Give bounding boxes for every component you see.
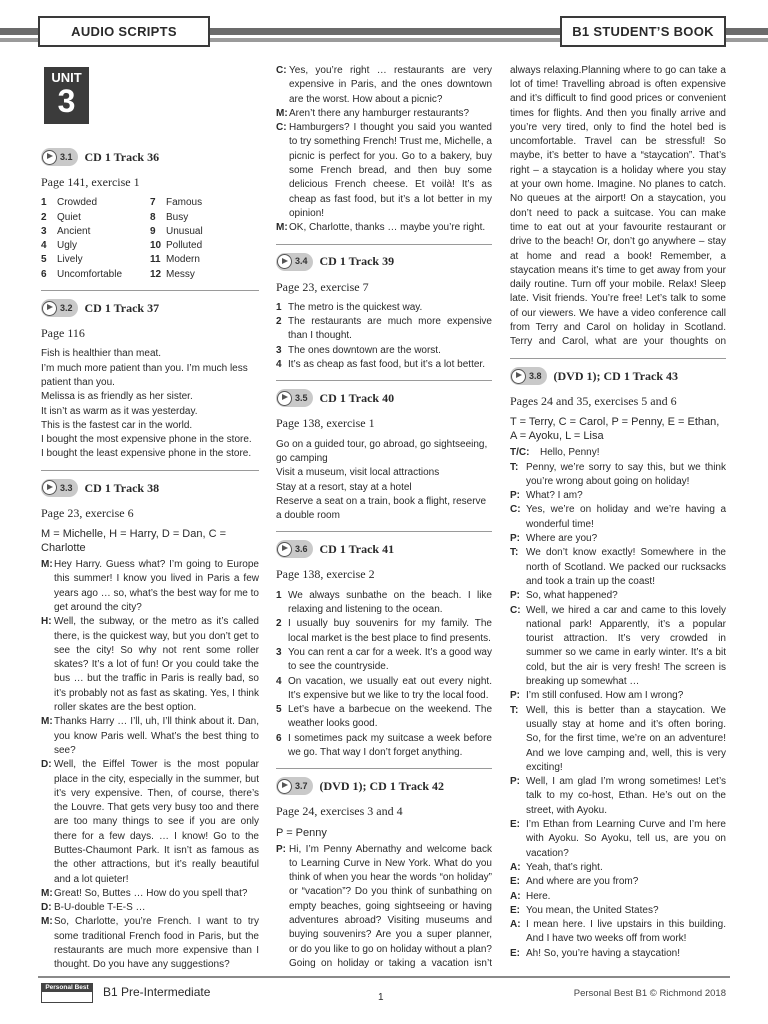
line-text: Hey Harry. Guess what? I’m going to Europe this summer! I know you lived in Paris a few years ago … so, what’s the best way for me to get around the city?	[54, 559, 259, 613]
monologue-continued	[510, 64, 726, 350]
footer-copyright: Personal Best B1 © Richmond 2018	[573, 988, 726, 999]
line-text: What? I am?	[526, 490, 583, 502]
word-item	[41, 225, 150, 239]
dialogue-line	[510, 875, 726, 889]
list-item	[276, 358, 492, 372]
monologue	[276, 843, 492, 972]
item-number: 4	[41, 240, 47, 252]
line-text: So, Charlotte, you’re French. I want to try some traditional French food in Paris, but the restaurants are much more expensive than I thought. Do you have any suggestions?	[54, 916, 259, 971]
numbered-list	[276, 301, 492, 372]
track-heading	[276, 387, 492, 409]
item-text: I usually buy souvenirs for my family. The local market is the best place to find presents.	[288, 618, 492, 644]
line-text: Well, the Eiffel Tower is the most popular place in the city, especially in the summer, but it’s very expensive. Then, of course, there’s the Louvre. That gets very busy too and there are too many things to see if you are only there for a few days. … I know! Go to the Buttes-Chaumont Park. It isn’t as famous as the other attractions, but it’s really beautiful and a lot quieter!	[54, 759, 259, 885]
speaker-label: P:	[276, 843, 286, 855]
numbered-list	[276, 589, 492, 761]
line-text: Well, I am glad I’m wrong sometimes! Let’s talk to my co-host, Ethan. He’s out on the street, with Ayoku.	[526, 776, 726, 816]
speaker-label: D:	[41, 902, 52, 914]
section-3-8	[510, 365, 726, 961]
speaker-label: P:	[510, 533, 520, 545]
audio-badge[interactable]: 3.5	[276, 389, 313, 407]
line-text: Ah! So, you’re having a staycation!	[526, 947, 680, 959]
line-text: Penny, we’re sorry to say this, but we think you’re wrong about going on holiday!	[526, 461, 726, 487]
track-title: (DVD 1); CD 1 Track 43	[553, 368, 679, 383]
dialogue-line	[41, 558, 259, 615]
item-number: 11	[150, 254, 161, 266]
list-item	[276, 675, 492, 704]
dialogue	[510, 446, 726, 961]
exercise-ref: Page 23, exercise 7	[276, 279, 369, 294]
play-icon	[277, 391, 292, 406]
speaker-label: C:	[276, 122, 287, 134]
play-icon	[42, 480, 57, 495]
personal-best-logo: Personal Best	[41, 983, 93, 1003]
unit-label: UNIT	[51, 70, 82, 85]
section-3-6	[276, 538, 492, 760]
dialogue-line	[510, 446, 726, 460]
divider	[41, 290, 259, 291]
item-number: 5	[276, 704, 282, 716]
line-text: OK, Charlotte, thanks … maybe you’re right.	[289, 222, 486, 234]
speaker-label: D:	[41, 759, 52, 771]
item-word: Modern	[166, 254, 200, 266]
item-text: It’s as cheap as fast food, but it’s a lot better.	[288, 359, 485, 371]
track-heading	[41, 146, 259, 168]
item-number: 12	[150, 268, 162, 280]
speaker-label: A:	[510, 861, 521, 873]
column-2	[276, 64, 492, 972]
exercise-ref: Page 138, exercise 2	[276, 567, 375, 582]
text-line: I bought the least expensive phone in the store.	[41, 448, 252, 460]
dialogue-line	[276, 121, 492, 221]
item-number: 3	[276, 344, 282, 356]
section-3-2	[41, 297, 259, 462]
item-number: 8	[150, 211, 156, 223]
dialogue-line	[41, 915, 259, 972]
item-word: Crowded	[57, 197, 98, 209]
play-icon	[42, 301, 57, 316]
speaker-label: E:	[510, 904, 520, 916]
dialogue-line	[510, 947, 726, 961]
item-number: 6	[276, 732, 282, 744]
dialogue	[41, 558, 259, 973]
speaker-label: E:	[510, 876, 520, 888]
track-title: (DVD 1); CD 1 Track 42	[319, 779, 445, 794]
section-3-1	[41, 146, 259, 282]
item-number: 6	[41, 268, 47, 280]
unit-badge	[44, 67, 89, 124]
dialogue-line	[510, 861, 726, 875]
line-text: Well, the subway, or the metro as it’s called there, is the quickest way, but you don’t get to see the city! So why not rent some roller skates? It’s a lot of fun! Or you could take the bus … but the traffic in Paris is really bad, so it’s probably not as fast as skating. Yes, I think roller skates are the best option.	[54, 616, 259, 714]
item-word: Famous	[166, 197, 203, 209]
speaker-label: A:	[510, 890, 521, 902]
item-number: 3	[276, 646, 282, 658]
section-3-7	[276, 775, 492, 971]
speaker-label: A:	[510, 919, 521, 931]
speaker-label: M:	[41, 916, 53, 928]
word-item	[41, 211, 150, 225]
dialogue-line	[276, 107, 492, 121]
line-text: And where are you from?	[526, 876, 639, 888]
speaker-label: T/C:	[510, 447, 530, 459]
text-line: Stay at a resort, stay at a hotel	[276, 481, 412, 493]
speaker-label: P:	[510, 776, 520, 788]
list-item	[276, 344, 492, 358]
audio-badge[interactable]: 3.7	[276, 777, 313, 795]
word-list-left	[41, 196, 150, 282]
line-text: Great! So, Buttes … How do you spell that?	[54, 887, 248, 899]
divider	[276, 768, 492, 769]
item-text: You can rent a car for a week. It’s a good way to see the countryside.	[288, 646, 492, 673]
speaker-label: M:	[41, 559, 53, 571]
dialogue-line	[276, 221, 492, 235]
word-item	[150, 196, 259, 210]
track-heading	[510, 365, 726, 387]
divider	[276, 244, 492, 245]
exercise-ref: Page 24, exercises 3 and 4	[276, 804, 403, 819]
dialogue-line	[510, 890, 726, 904]
unit-number: 3	[57, 83, 76, 119]
dialogue-line	[510, 689, 726, 703]
phrase-list	[276, 438, 492, 524]
speaker-label: M:	[41, 887, 53, 899]
list-item	[276, 617, 492, 646]
divider	[276, 380, 492, 381]
divider	[276, 531, 492, 532]
audio-badge[interactable]: 3.6	[276, 540, 313, 558]
speaker-label: P:	[510, 590, 520, 602]
item-number: 2	[41, 211, 47, 223]
item-number: 2	[276, 618, 282, 630]
dialogue-line	[510, 904, 726, 918]
speaker-label: E:	[510, 947, 520, 959]
track-title: CD 1 Track 37	[84, 300, 160, 315]
item-word: Busy	[166, 211, 189, 223]
dialogue-line	[510, 704, 726, 775]
play-icon	[277, 542, 292, 557]
word-item	[150, 268, 259, 282]
dialogue-line	[510, 918, 726, 947]
exercise-ref: Page 116	[41, 326, 85, 341]
dialogue-line	[276, 64, 492, 107]
section-3-4	[276, 251, 492, 373]
list-item	[276, 703, 492, 732]
audio-badge[interactable]: 3.2	[41, 299, 78, 317]
monologue-text-continued: always relaxing.Planning where to go can take a lot of time! Travelling abroad is often expensive and it’s difficult to find good prices or convenient times for flights. And then you finally arrive and you’re very tired, only to find the hotel bed is uncomfortable. Travel can be stressful! So maybe, it’s better to have a “staycation”. That’s right – a staycation is a holiday where you stay at your own home. Imagine. No planes to catch. No queues at the airport! On a staycation, you don’t need to pack a suitcase. You can make time to eat out at your favourite restaurant or drive to the beach! Or, don’t go anywhere – stay at home and read a book! Remember, a staycation means it’s time to get away from your daily routine. Turn off your mobile. Relax! Sleep late. Visit friends. You’re free! Let’s talk to some of our viewers. We have a video conference call from Terry and Carol on holiday in Scotland. Terry and Carol, what are your thoughts on	[510, 64, 726, 348]
divider	[510, 358, 726, 359]
track-heading	[276, 775, 492, 797]
speaker-label: E:	[510, 819, 520, 831]
item-word: Lively	[57, 254, 83, 266]
item-text: The ones downtown are the worst.	[288, 344, 441, 356]
dialogue-line	[41, 887, 259, 901]
dialogue-line	[510, 604, 726, 690]
item-word: Uncomfortable	[57, 268, 123, 280]
speaker-label: M:	[41, 716, 53, 728]
column-3	[510, 64, 726, 961]
text-line: I bought the most expensive phone in the store.	[41, 434, 252, 446]
speaker-label: C:	[276, 65, 287, 76]
track-title: CD 1 Track 40	[319, 391, 395, 406]
speaker-label: M:	[276, 222, 288, 234]
text-line: I’m much more patient than you. I’m much less patient than you.	[41, 362, 248, 388]
text-line: Go on a guided tour, go abroad, go sightseeing, go camping	[276, 438, 488, 464]
item-word: Polluted	[166, 240, 203, 252]
item-number: 10	[150, 240, 162, 252]
item-text: On vacation, we usually eat out every night. It’s expensive but we like to try the local food.	[288, 675, 492, 701]
item-text: Let’s have a barbecue on the weekend. The weather looks good.	[288, 704, 492, 730]
line-text: Hello, Penny!	[540, 447, 600, 459]
audio-badge[interactable]: 3.8	[510, 367, 547, 385]
word-item	[150, 239, 259, 253]
dialogue-line	[41, 901, 259, 915]
item-word: Quiet	[57, 211, 81, 223]
track-title: CD 1 Track 36	[84, 149, 160, 164]
header-students-book: B1 STUDENT’S BOOK	[560, 16, 726, 47]
list-item	[276, 315, 492, 344]
line-text: So, what happened?	[526, 590, 618, 602]
word-item	[41, 239, 150, 253]
line-text: I’m still confused. How am I wrong?	[526, 690, 684, 702]
list-item	[276, 589, 492, 618]
line-text: Here.	[526, 890, 551, 902]
item-number: 7	[150, 197, 156, 209]
dialogue-line	[510, 818, 726, 861]
audio-badge[interactable]: 3.3	[41, 479, 78, 497]
dialogue-line	[510, 589, 726, 603]
speaker-label: C:	[510, 504, 521, 516]
item-word: Messy	[166, 268, 195, 280]
line-text: Where are you?	[526, 533, 598, 545]
word-item	[41, 268, 150, 282]
speaker-label: P:	[510, 490, 520, 502]
line-text: Well, this is better than a staycation. We usually stay at home and it’s often boring. So, for the first time, we’re on an adventure! And we love camping and, well, this is very exciting!	[526, 704, 726, 773]
dialogue-line	[510, 532, 726, 546]
word-list	[41, 196, 259, 282]
line-text: I mean here. I live upstairs in this building. And I have two weeks off from work!	[526, 919, 726, 945]
item-text: The metro is the quickest way.	[288, 301, 423, 313]
play-icon	[42, 150, 57, 165]
item-number: 4	[276, 359, 282, 371]
divider	[41, 470, 259, 471]
play-icon	[511, 369, 526, 384]
item-number: 9	[150, 225, 156, 237]
text-line: It isn’t as warm as it was yesterday.	[41, 405, 198, 417]
speaker-key: P = Penny	[276, 826, 327, 839]
speaker-label: C:	[510, 604, 521, 616]
text-line: Fish is healthier than meat.	[41, 348, 162, 360]
word-item	[41, 196, 150, 210]
list-item	[276, 646, 492, 675]
item-number: 5	[41, 254, 47, 266]
dialogue-line	[510, 546, 726, 589]
item-word: Ancient	[57, 225, 91, 237]
track-title: CD 1 Track 38	[84, 480, 160, 495]
speaker-label: T:	[510, 461, 519, 473]
text-line: Melissa is as friendly as her sister.	[41, 391, 193, 403]
exercise-ref: Page 23, exercise 6	[41, 505, 134, 520]
monologue-text: Hi, I’m Penny Abernathy and welcome back to Learning Curve in New York. What do you think of when you hear the words “on holiday” or “vacation”? Do you think of sunbathing on empty beaches, going sightseeing or having adventures abroad? Visiting museums and buying souvenirs? Are you a super planner, or do you like to go on holiday without a plan? Going on holiday or taking a vacation isn’t	[289, 843, 492, 969]
word-item	[150, 253, 259, 267]
dialogue-line	[41, 758, 259, 887]
exercise-ref: Page 138, exercise 1	[276, 416, 375, 431]
item-number: 1	[41, 197, 47, 209]
line-text: Thanks Harry … I’ll, uh, I’ll think about it. Dan, you know Paris well. What’s the best thing to see?	[54, 716, 259, 756]
item-number: 1	[276, 301, 282, 313]
speaker-key: T = Terry, C = Carol, P = Penny, E = Ethan, A = Ayoku, L = Lisa	[510, 416, 720, 443]
word-item	[41, 253, 150, 267]
line-text: I’m Ethan from Learning Curve and I’m here with Ayoku. So Ayoku, tell us, are you on vacation?	[526, 819, 726, 859]
header-audio-scripts: AUDIO SCRIPTS	[38, 16, 210, 47]
item-word: Ugly	[57, 240, 78, 252]
dialogue-line	[510, 775, 726, 818]
speaker-label: H:	[41, 616, 52, 628]
speaker-label: T:	[510, 704, 519, 716]
item-text: The restaurants are much more expensive than I thought.	[288, 316, 492, 342]
speaker-key: M = Michelle, H = Harry, D = Dan, C = Charlotte	[41, 528, 227, 555]
item-number: 2	[276, 316, 282, 328]
item-text: We always sunbathe on the beach. I like relaxing and listening to the ocean.	[288, 589, 492, 616]
footer-rule	[38, 976, 730, 978]
list-item	[276, 732, 492, 761]
line-text: Yeah, that’s right.	[526, 861, 603, 873]
track-heading	[276, 538, 492, 560]
play-icon	[277, 254, 292, 269]
item-word: Unusual	[166, 225, 203, 237]
track-title: CD 1 Track 41	[319, 542, 395, 557]
speaker-label: T:	[510, 547, 519, 559]
dialogue-line	[41, 715, 259, 758]
footer-level: B1 Pre-Intermediate	[103, 985, 211, 999]
audio-badge[interactable]: 3.1	[41, 148, 78, 166]
item-number: 4	[276, 675, 282, 687]
play-icon	[277, 779, 292, 794]
dialogue-line	[510, 503, 726, 532]
word-item	[150, 225, 259, 239]
dialogue-continued	[276, 64, 492, 236]
list-item	[276, 301, 492, 315]
track-heading	[41, 297, 259, 319]
text-line: Visit a museum, visit local attractions	[276, 467, 440, 479]
item-number: 3	[41, 225, 47, 237]
line-text: Well, we hired a car and came to this lovely national park! Apparently, it’s a popular tourist attraction. It’s very crowded in summer so we came in early winter. It’s a bit cold, but the air is very fresh! The screen is breaking up somewhat …	[526, 604, 726, 688]
line-text: B-U-double T-E-S …	[54, 902, 146, 914]
exercise-ref: Pages 24 and 35, exercises 5 and 6	[510, 394, 677, 408]
exercise-ref: Page 141, exercise 1	[41, 175, 140, 189]
word-list-right	[150, 196, 259, 282]
line-text: Yes, we’re on holiday and we’re having a wonderful time!	[526, 504, 726, 530]
sentence-list	[41, 347, 259, 461]
speaker-label: M:	[276, 107, 288, 119]
track-title: CD 1 Track 39	[319, 254, 395, 269]
dialogue-line	[41, 615, 259, 715]
text-line: Reserve a seat on a train, book a flight, reserve a double room	[276, 495, 487, 522]
track-heading	[276, 251, 492, 273]
word-item	[150, 211, 259, 225]
text-line: This is the fastest car in the world.	[41, 419, 193, 431]
section-3-5	[276, 387, 492, 523]
column-1	[41, 146, 259, 973]
line-text: You mean, the United States?	[526, 904, 659, 916]
item-text: I sometimes pack my suitcase a week before we go. That way I don’t forget anything.	[288, 732, 492, 758]
line-text: We don’t know exactly! Somewhere in the north of Scotland. We packed our rucksacks and took a train up the coast!	[526, 547, 726, 587]
line-text: Hamburgers? I thought you said you wanted to try something French! Trust me, Michelle, a picnic is perfect for you. Go to a bakery, buy some French bread, and then buy some delicious French cheese. Et voilà! It’s as cheap as fast food, but it’s a lot better in my opinion!	[289, 122, 492, 219]
section-3-3	[41, 477, 259, 973]
item-number: 1	[276, 589, 282, 601]
track-heading	[41, 477, 259, 499]
speaker-label: P:	[510, 690, 520, 702]
page-number: 1	[378, 992, 384, 1003]
dialogue-line	[510, 489, 726, 503]
audio-badge[interactable]: 3.4	[276, 253, 313, 271]
line-text: Yes, you’re right … restaurants are very expensive in Paris, and the ones downtown are the worst. How about a picnic?	[289, 65, 492, 105]
line-text: Aren’t there any hamburger restaurants?	[289, 107, 470, 119]
dialogue-line	[510, 461, 726, 490]
